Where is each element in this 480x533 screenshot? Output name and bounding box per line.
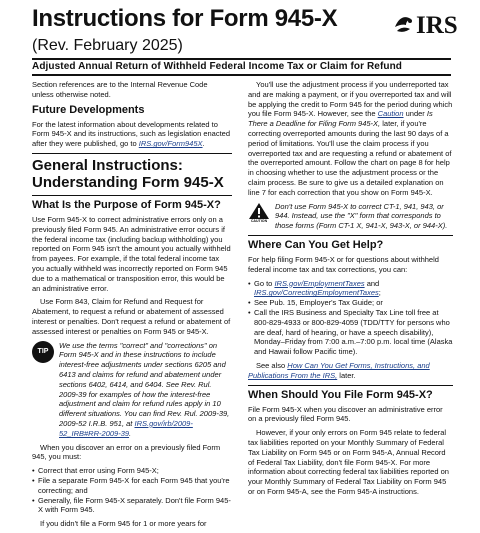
correcting-taxes-link[interactable]: IRS.gov/CorrectingEmploymentTaxes [254, 288, 379, 298]
intro-line-2: unless otherwise noted. [32, 89, 111, 99]
help-bullet-text: See Pub. 15, Employer's Tax Guide; or [254, 298, 383, 308]
bullet-item: • Correct that error using Form 945-X; [32, 466, 159, 476]
tip-note [32, 341, 232, 439]
help-bullet-item: • Call the IRS Business and Specialty Tax Line toll free at 800-829-4933 or 800-829-4059 (TDD/TTY for persons who are deaf, hard of hearing, or have a speech disability), Monday–Friday from 7:00 a.m.–7:00 p.m. local time (Alaska and Hawaii follow Pacific time). [248, 307, 453, 357]
future-text: For the latest information about developments related to Form 945-X and its instructions, such as legislation enacted after they were published, go to [32, 119, 231, 149]
general-heading-line2: Understanding Form 945-X [32, 173, 224, 191]
revision-date: (Rev. February 2025) [32, 37, 183, 54]
bullet-item: • File a separate Form 945-X for each Form 945 that you're correcting; and [32, 475, 230, 495]
see-also-paragraph [248, 361, 453, 381]
correction-bullets [32, 466, 232, 515]
get-forms-link[interactable]: How Can You Get Forms, Instructions, and Publications From the IRS, [248, 360, 430, 380]
tip-text: We use the terms "correct" and "corrections" on Form 945-X and in these instructions to include interest-free adjustments under sections 6205 and 6413 and claims for refund and abatement under sections 6402, 6414, and 6404. See Rev. Rul. 2009-39 for examples of how the interest-free adjustment and claim for refund rules apply in 10 different situations. You can find Rev. Rul. 2009-39, 2009-52 I.R.B. 951, at IRS.gov/irb/2009-52_IRB#RR-2009-39. [59, 340, 230, 438]
when-discover-paragraph: When you discover an error on a previously filed Form 945, you must: [32, 442, 221, 462]
header-rule [32, 58, 451, 60]
future-developments-text: For the latest information about developments related to Form 945-X and its instructions, such as legislation enacted after they were published, go to IRS.gov/Form945X. [32, 119, 231, 149]
help-bullet-item: • See Pub. 15, Employer's Tax Guide; or [248, 298, 383, 308]
see-also-post: later. [339, 370, 356, 380]
caution-note [248, 202, 453, 231]
document-subtitle: Adjusted Annual Return of Withheld Federal Income Tax or Claim for Refund [32, 61, 403, 72]
help-bullets [248, 279, 453, 357]
cutoff-line: If you didn't file a Form 945 for 1 or more years for [40, 519, 207, 529]
adjust-italic: Is There a Deadline for Filing Form 945-X, [248, 109, 433, 129]
help-bullet-text: and [364, 278, 380, 288]
header-rule-bottom [32, 74, 451, 76]
bullet-text: Generally, file Form 945-X separately. Don't file Form 945-X with Form 945. [38, 495, 231, 515]
help-heading: Where Can You Get Help? [248, 235, 453, 252]
caution-icon [248, 202, 270, 222]
left-column [32, 80, 232, 533]
right-column [248, 80, 453, 501]
employment-taxes-link[interactable]: IRS.gov/EmploymentTaxes [274, 278, 365, 288]
adjust-text-a: You'll use the adjustment process if you underreported tax and are making a payment, or if you overreported tax and will be applying the credit to Form 945 for the period during which you file Form 945-X. However, see the [248, 80, 453, 119]
tip-link[interactable]: IRS.gov/irb/2009-52_IRB#RR-2009-39 [59, 418, 193, 438]
caution-link[interactable]: Caution [377, 109, 404, 119]
intro-line-1: Section references are to the Internal Revenue Code [32, 80, 208, 89]
document-title: Instructions for Form 945-X [32, 5, 338, 32]
help-bullet-text: Go to [254, 278, 275, 288]
tip-icon: TIP [32, 341, 54, 363]
future-developments-heading: Future Developments [32, 103, 145, 116]
bullet-text: File a separate Form 945-X for each Form 945 that you're correcting; and [38, 475, 230, 495]
purpose-heading: What Is the Purpose of Form 945-X? [32, 195, 232, 212]
when-file-heading: When Should You File Form 945-X? [248, 385, 453, 402]
when-file-paragraph-1: File Form 945-X when you discover an administrative error on a previously filed Form 945. [248, 404, 443, 424]
help-bullet-item: • Go to IRS.gov/EmploymentTaxes and IRS.gov/CorrectingEmploymentTaxes; [248, 278, 381, 298]
adjust-text-c: later, if you're correcting overreported amounts during the last 90 days of a period of limitations. You'll use the claim process if you overreported tax and are requesting a refund or abatement of the overreported amount. Follow the chart on page 8 for help in choosing whether to use the adjustment process or the claim process. Be sure to give us a detailed explanation on line 7 for each correction that you show on Form 945-X. [248, 119, 452, 197]
purpose-paragraph-2: Use Form 843, Claim for Refund and Request for Abatement, to request a refund or abatement of assessed interest or penalties. Don't request a refund or abatement of assessed interest or penalties on Form 945 or 945-X. [32, 297, 231, 336]
caution-text: Don't use Form 945-X to correct CT-1, 941, 943, or 944. Instead, use the "X" form that corresponds to those forms (Form CT-1 X, 941-X, 943-X, or 944-X). [275, 201, 448, 231]
general-instructions-heading [32, 153, 232, 191]
svg-text:CAUTION: CAUTION [250, 218, 268, 222]
purpose-paragraph-1: Use Form 945-X to correct administrative errors only on a previously filed Form 945. An administrative error occurs if the federal income tax (including backup withholding) you reported on Form 945 isn't the amount you actually withheld from payees. For example, if the total federal income tax you actually withheld was incorrectly reported on Form 945 due to a mathematical or transposition error, this would be an administrative error. [32, 214, 231, 293]
general-heading-line1: General Instructions: [32, 156, 183, 174]
adjust-text-b: under [405, 109, 425, 119]
when-file-paragraph-2: However, if your only errors on Form 945 relate to federal tax liabilities reported on your Monthly Summary of Federal Tax Liability on Form 945 or on Form 945-A, Annual Record of Federal Tax Liability, don't file Form 945-X. For more information about correcting federal tax liabilities reported on your Monthly Summary of Federal Tax Liability on Form 945 or on Form 945-A, see the Form 945-A instructions. [248, 428, 449, 496]
help-bullet-text: ; [378, 288, 381, 298]
see-also-pre: See also [256, 360, 286, 370]
future-link[interactable]: IRS.gov/Form945X [138, 139, 203, 149]
irs-logo-text: IRS [416, 12, 458, 39]
help-bullet-text: Call the IRS Business and Specialty Tax Line toll free at 800-829-4933 or 800-829-4059 (TDD/TTY for persons who are deaf, hard of hearing, or have a speech disability), Monday–Friday from 7:00 a.m.–7:00 p.m. local time (Alaska and Hawaii follow Pacific time). [254, 307, 453, 357]
bullet-text: Correct that error using Form 945-X; [38, 466, 159, 476]
adjustment-paragraph [248, 80, 453, 198]
tip-body: We use the terms "correct" and "corrections" on Form 945-X and in these instructions to include interest-free adjustments under sections 6205 and 6413 and claims for refund and abatement under sections 6402, 6414, and 6404. See Rev. Rul. 2009-39 for examples of how the interest-free adjustment and claim for refund rules apply in 10 different situations. You can find Rev. Rul. 2009-39, 2009-52 I.R.B. 951, at [59, 340, 230, 428]
help-paragraph: For help filing Form 945-X or for questions about withheld federal income tax and tax corrections, you can: [248, 254, 439, 274]
bullet-item: • Generally, file Form 945-X separately. Don't file Form 945-X with Form 945. [32, 495, 231, 515]
